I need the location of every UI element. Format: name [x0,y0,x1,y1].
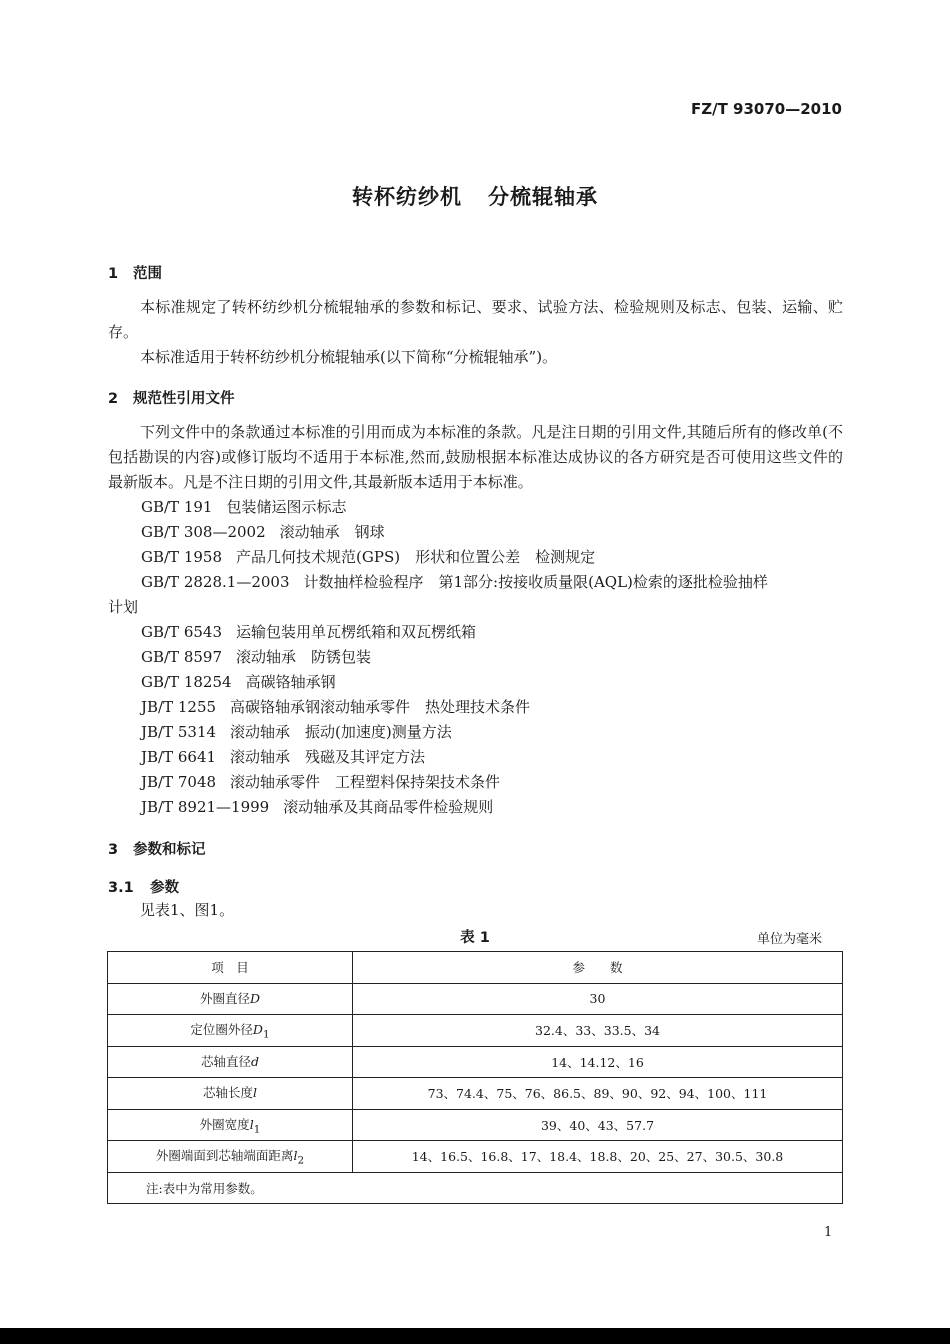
subsection-3-1-heading [108,876,179,897]
reference-item [141,796,493,817]
subsection-title: 参数 [150,880,179,896]
reference-item [141,646,371,667]
section-1-para-1: 本标准规定了转杯纺纱机分梳辊轴承的参数和标记、要求、试验方法、检验规则及标志、包装、运输、贮存。 [108,298,843,341]
table-row [108,1046,843,1078]
column-header-params: 参 数 [353,952,843,984]
table-caption: 表 1 [460,930,490,946]
reference-code: GB/T 1958 [141,548,223,566]
reference-title: 滚动轴承 防锈包装 [236,648,372,666]
reference-code: GB/T 308—2002 [141,523,266,541]
title-part2: 分梳辊轴承 [488,185,598,209]
section-2-intro: 下列文件中的条款通过本标准的引用而成为本标准的条款。凡是注日期的引用文件,其随后所有的修改单(不包括勘误的内容)或修订版均不适用于本标准,然而,鼓励根据本标准达成协议的各方研究是否可使用这些文件的最新版本。凡是不注日期的引用文件,其最新版本适用于本标准。 [108,423,843,491]
reference-title: 滚动轴承及其商品零件检验规则 [283,798,494,816]
item-cell: 芯轴直径d [108,1046,353,1078]
item-cell: 芯轴长度l [108,1078,353,1110]
reference-item [141,671,336,692]
symbol: l [253,1085,257,1100]
reference-code: GB/T 2828.1—2003 [141,573,290,591]
reference-title: 滚动轴承 钢球 [279,523,385,541]
item-cell: 外圈直径D [108,983,353,1015]
reference-item [141,721,452,742]
document-title [0,181,950,211]
title-part1: 转杯纺纱机 [352,185,462,209]
reference-item [141,546,595,567]
section-number: 3 [108,842,119,858]
reference-title: 滚动轴承 残磁及其评定方法 [230,748,426,766]
table-row [108,1141,843,1173]
reference-title: 滚动轴承零件 工程塑料保持架技术条件 [230,773,501,791]
reference-code: JB/T 6641 [141,748,217,766]
reference-item [141,521,385,542]
parameter-table [107,951,843,1204]
table-row [108,1078,843,1110]
table-row [108,1015,843,1047]
reference-title: 计数抽样检验程序 第1部分:按接收质量限(AQL)检索的逐批检验抽样 [303,573,768,591]
section-3-heading [108,838,206,859]
subsection-number: 3.1 [108,880,134,896]
standard-code: FZ/T 93070—2010 [691,100,842,118]
section-1-para-2: 本标准适用于转杯纺纱机分梳辊轴承(以下简称“分梳辊轴承”)。 [140,348,558,366]
reference-code: GB/T 191 [141,498,213,516]
value-cell: 39、40、43、57.7 [353,1109,843,1141]
reference-title: 高碳铬轴承钢滚动轴承零件 热处理技术条件 [230,698,531,716]
reference-code: JB/T 7048 [141,773,217,791]
reference-item [141,571,768,592]
reference-title: 产品几何技术规范(GPS) 形状和位置公差 检测规定 [236,548,596,566]
subsection-3-1-text: 见表1、图1。 [140,901,235,919]
value-cell: 32.4、33、33.5、34 [353,1015,843,1047]
section-title: 参数和标记 [133,842,206,858]
reference-code: GB/T 18254 [141,673,232,691]
table-note-row [108,1172,843,1204]
reference-item [141,771,500,792]
section-title: 范围 [133,266,162,282]
reference-title: 包装储运图示标志 [226,498,347,516]
section-number: 1 [108,266,119,282]
reference-title: 高碳铬轴承钢 [245,673,336,691]
reference-code: GB/T 6543 [141,623,223,641]
table-unit: 单位为毫米 [757,932,823,947]
reference-code: GB/T 8597 [141,648,223,666]
reference-code: JB/T 1255 [141,698,217,716]
reference-item [141,746,425,767]
column-header-item: 项 目 [108,952,353,984]
reference-continuation: 计划 [108,598,139,616]
reference-item [141,696,530,717]
table-row [108,1109,843,1141]
table-header-row [108,952,843,984]
value-cell: 14、14.12、16 [353,1046,843,1078]
symbol: D [252,1022,263,1037]
section-1-heading [108,262,162,283]
symbol: D [249,990,261,1006]
value-cell: 14、16.5、16.8、17、18.4、18.8、20、25、27、30.5、30.8 [353,1141,843,1173]
reference-code: JB/T 5314 [141,723,217,741]
bottom-bar [0,1328,950,1344]
value-cell: 73、74.4、75、76、86.5、89、90、92、94、100、111 [353,1078,843,1110]
reference-title: 滚动轴承 振动(加速度)测量方法 [230,723,452,741]
item-cell: 外圈宽度$l_1$ [108,1109,353,1141]
table-note: 注:表中为常用参数。 [108,1172,843,1204]
table-row [108,983,843,1015]
symbol: l [249,1116,254,1132]
reference-title: 运输包装用单瓦楞纸箱和双瓦楞纸箱 [236,623,477,641]
reference-code: JB/T 8921—1999 [141,798,270,816]
section-2-heading [108,387,235,408]
section-number: 2 [108,391,119,407]
value-cell: 30 [353,983,843,1015]
reference-item [141,496,346,517]
symbol: d [251,1053,260,1069]
reference-item [141,621,476,642]
item-cell: 外圈端面到芯轴端面距离$l_2$ [108,1141,353,1173]
symbol: l [293,1148,298,1163]
page-number: 1 [824,1225,833,1240]
section-title: 规范性引用文件 [133,391,235,407]
item-cell: 定位圈外径$D_1$ [108,1015,353,1047]
